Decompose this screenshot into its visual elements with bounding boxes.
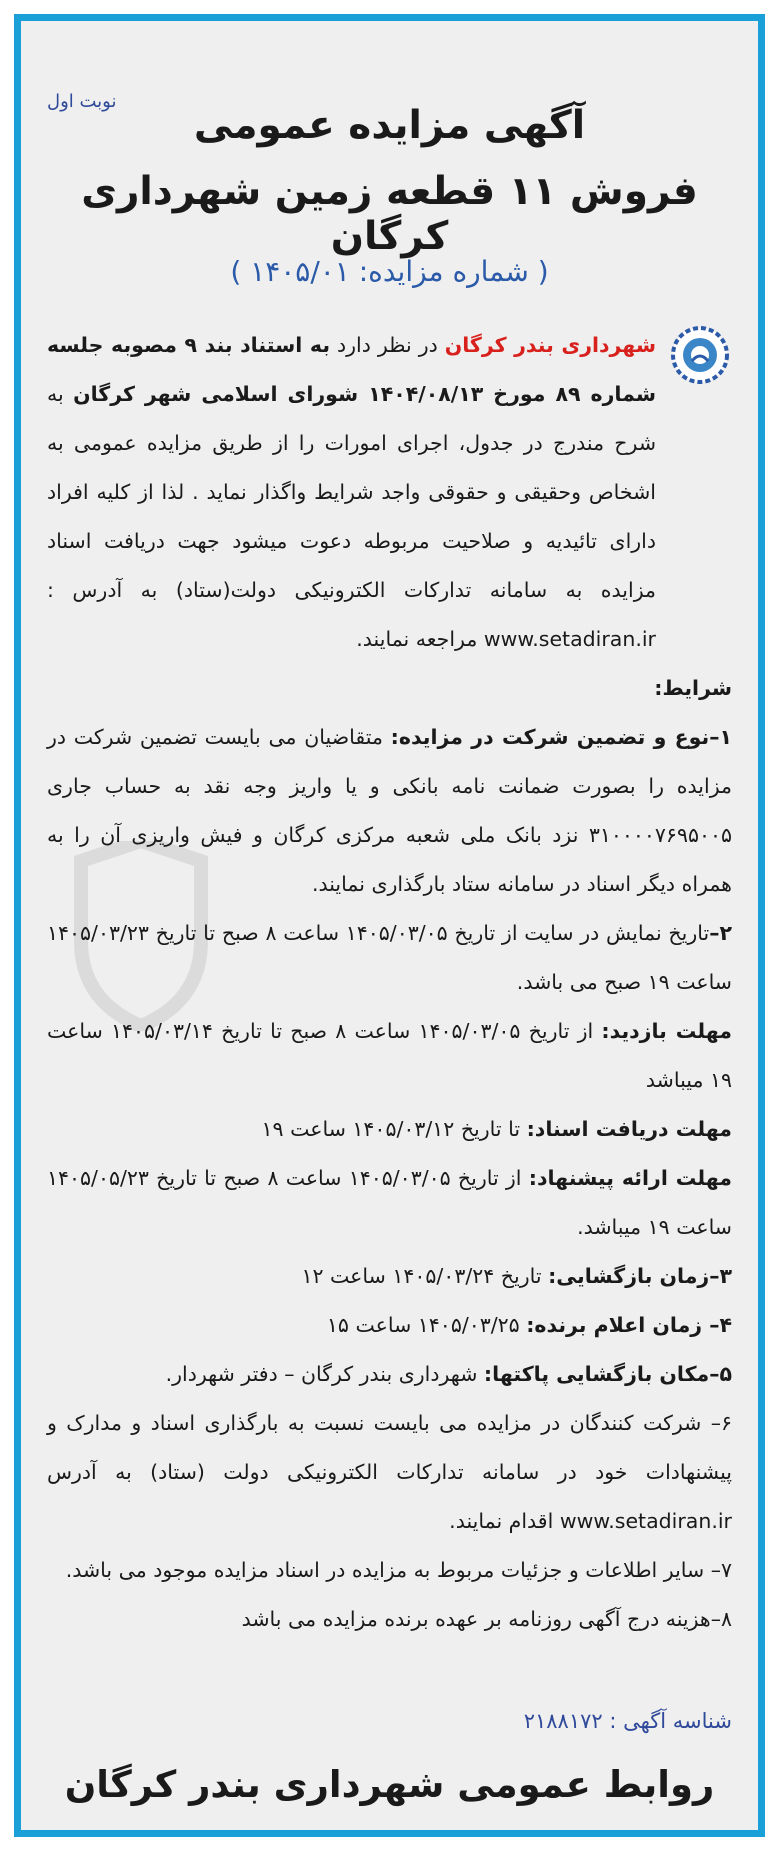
condition-item xyxy=(47,1007,732,1105)
auction-number: ( شماره مزایده: ۱۴۰۵/۰۱ ) xyxy=(230,255,549,288)
condition-text: تا تاریخ ۱۴۰۵/۰۳/۱۲ ساعت ۱۹ xyxy=(261,1117,527,1141)
condition-text: شهرداری بندر کرگان – دفتر شهردار. xyxy=(165,1362,484,1386)
notice-frame xyxy=(14,14,765,1837)
conditions-heading: شرایط: xyxy=(654,676,732,700)
condition-label: ۳–زمان بازگشایی: xyxy=(548,1264,732,1288)
footer-signature: روابط عمومی شهرداری بندر کرگان xyxy=(64,1763,715,1806)
condition-item xyxy=(47,1252,732,1301)
condition-item xyxy=(47,713,732,909)
condition-text: از تاریخ ۱۴۰۵/۰۳/۰۵ ساعت ۸ صبح تا تاریخ ۱۴۰۵/۰۵/۲۳ ساعت ۱۹ میباشد. xyxy=(47,1166,732,1239)
website-link[interactable]: www.setadiran.ir xyxy=(483,627,656,651)
condition-item xyxy=(47,1546,732,1595)
condition-label: ۵–مکان بازگشایی پاکتها: xyxy=(483,1362,732,1386)
condition-text: ۷– سایر اطلاعات و جزئیات مربوط به مزایده در اسناد مزایده موجود می باشد. xyxy=(65,1558,732,1582)
ad-id-value: ۲۱۸۸۱۷۲ xyxy=(523,1709,603,1733)
condition-text: متقاضیان می بایست تضمین شرکت در مزایده را بصورت ضمانت نامه بانکی و یا واریز وجه نقد به حساب جاری ۳۱۰۰۰۰۷۶۹۵۰۰۵ نزد بانک ملی شعبه مرکزی کرگان و فیش واریزی آن را به همراه دیگر اسناد در سامانه ستاد بارگذاری نمایند. xyxy=(47,725,732,896)
condition-text: تاریخ نمایش در سایت از تاریخ ۱۴۰۵/۰۳/۰۵ ساعت ۸ صبح تا تاریخ ۱۴۰۵/۰۳/۲۳ ساعت ۱۹ صبح می باشد. xyxy=(47,921,732,994)
condition-item xyxy=(47,1154,732,1252)
notice-body xyxy=(47,321,732,1644)
title-subject: فروش ۱۱ قطعه زمین شهرداری کرگان xyxy=(81,169,698,259)
intro-resolution: به استناد بند ۹ مصوبه جلسه شماره ۸۹ مورخ ۱۴۰۴/۰۸/۱۳ شورای اسلامی شهر کرگان xyxy=(47,333,656,406)
condition-item xyxy=(47,909,732,1007)
ad-identifier xyxy=(47,1709,732,1733)
title-main: آگهی مزایده عمومی xyxy=(193,103,586,148)
condition-label: ۱–نوع و تضمین شرکت در مزایده: xyxy=(390,725,732,749)
condition-label: مهلت ارائه پیشنهاد: xyxy=(528,1166,732,1190)
condition-item xyxy=(47,1301,732,1350)
ad-id-label: شناسه آگهی : xyxy=(609,1709,732,1733)
condition-label: ۴– زمان اعلام برنده: xyxy=(526,1313,732,1337)
intro-text-1: در نظر دارد xyxy=(330,333,445,357)
condition-label: مهلت بازدید: xyxy=(601,1019,732,1043)
condition-item xyxy=(47,1350,732,1399)
condition-item xyxy=(47,1595,732,1644)
intro-text-3: مراجعه نمایند. xyxy=(356,627,484,651)
condition-text: ۸–هزینه درج آگهی روزنامه بر عهده برنده مزایده می باشد xyxy=(241,1607,732,1631)
condition-text: تاریخ ۱۴۰۵/۰۳/۲۴ ساعت ۱۲ xyxy=(301,1264,549,1288)
condition-label: مهلت دریافت اسناد: xyxy=(526,1117,732,1141)
organization-name: شهرداری بندر کرگان xyxy=(444,333,656,357)
intro-paragraph xyxy=(47,321,656,664)
condition-text: ۱۴۰۵/۰۳/۲۵ ساعت ۱۵ xyxy=(326,1313,527,1337)
notice-round: نوبت اول xyxy=(47,91,117,112)
condition-item xyxy=(47,1105,732,1154)
condition-text: ۶– شرکت کنندگان در مزایده می بایست نسبت به بارگذاری اسناد و مدارک و پیشنهادات خود در سامانه تدارکات الکترونیکی دولت (ستاد) به آدرس www.setadiran.ir اقدام نمایند. xyxy=(47,1411,732,1533)
intro-text-2: به شرح مندرج در جدول، اجرای امورات را از طریق مزایده عمومی به اشخاص وحقیقی و حقوقی واجد شرایط واگذار نماید . لذا از کلیه افراد دارای تائیدیه و صلاحیت مربوطه دعوت میشود جهت دریافت اسناد مزایده به سامانه تدارکات الکترونیکی دولت(ستاد) به آدرس : xyxy=(47,382,656,602)
condition-item xyxy=(47,1399,732,1546)
condition-text: از تاریخ ۱۴۰۵/۰۳/۰۵ ساعت ۸ صبح تا تاریخ ۱۴۰۵/۰۳/۱۴ ساعت ۱۹ میباشد xyxy=(47,1019,732,1092)
condition-label: ۲– xyxy=(709,921,732,945)
